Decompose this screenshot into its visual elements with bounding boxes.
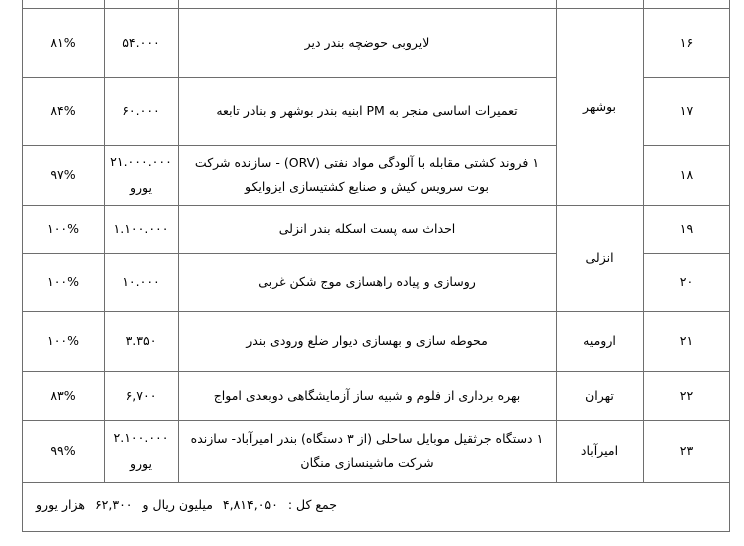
- project-amount-cell: [104, 145, 178, 205]
- row-divider: [22, 482, 730, 483]
- project-amount: ۱.۱۰۰.۰۰۰: [113, 221, 169, 236]
- progress-percent: ۱۰۰%: [46, 274, 80, 289]
- project-description: بهره برداری از فلوم و شبیه ساز آزمایشگاهی دوبعدی امواج: [213, 387, 521, 403]
- total-euro-unit: هزار یورو: [36, 497, 85, 512]
- total-euro-value: ۶۲,۳۰۰: [94, 497, 133, 512]
- row-number: ۲۱: [679, 333, 694, 348]
- project-amount: ۳.۳۵۰: [125, 333, 157, 348]
- row-number: ۱۹: [679, 221, 694, 236]
- total-summary: [30, 497, 732, 512]
- row-number: ۲۳: [679, 443, 694, 458]
- project-description: احداث سه پست اسکله بندر انزلی: [278, 221, 456, 236]
- progress-percent: ۹۷%: [50, 167, 76, 182]
- region-anzali: انزلی: [585, 250, 614, 265]
- project-description: ۱ فروند کشتی مقابله با آلودگی مواد نفتی (ORV) - سازنده شرکت بوت سرویس کیش و صنایع کشتیسازی ایزوایکو: [194, 155, 540, 194]
- project-amount: ۲۱.۰۰۰.۰۰۰: [110, 154, 172, 169]
- project-amount: ۲.۱۰۰.۰۰۰: [113, 430, 169, 445]
- project-description: تعمیرات اساسی منجر به PM ابنیه بندر بوشهر و بنادر تابعه: [216, 103, 518, 118]
- progress-percent: ۱۰۰%: [46, 221, 80, 236]
- project-amount: ۶,۷۰۰: [125, 387, 157, 403]
- progress-percent: ۸۴%: [50, 103, 76, 118]
- project-amount: ۶۰.۰۰۰: [122, 103, 160, 118]
- region-name: ارومیه: [583, 333, 616, 348]
- region-bushehr: بوشهر: [582, 98, 617, 114]
- amount-currency: یورو: [129, 180, 152, 195]
- region-name: امیرآباد: [580, 443, 619, 458]
- row-number: ۱۸: [679, 167, 694, 182]
- table-border-bottom: [22, 531, 730, 532]
- region-name: تهران: [585, 387, 614, 403]
- total-label: جمع کل :: [287, 497, 338, 512]
- progress-percent: ۱۰۰%: [46, 333, 80, 348]
- amount-currency: یورو: [129, 456, 152, 471]
- project-description: محوطه سازی و بهسازی دیوار ضلع ورودی بندر: [246, 333, 488, 348]
- row-number: ۲۰: [679, 274, 694, 289]
- total-rial-value: ۴,۸۱۴,۰۵۰: [222, 497, 278, 512]
- project-amount: ۱۰.۰۰۰: [122, 274, 160, 289]
- project-amount-cell: [104, 420, 178, 482]
- row-number: ۱۷: [679, 103, 694, 118]
- total-rial-unit: میلیون ریال و: [142, 497, 213, 512]
- project-description: لایروبی حوضچه بندر دیر: [304, 34, 430, 50]
- row-number: ۱۶: [679, 34, 694, 50]
- project-description: ۱ دستگاه جرثقیل موبایل ساحلی (از ۳ دستگاه) بندر امیرآباد- سازنده شرکت ماشینسازی منگان: [190, 431, 544, 470]
- progress-percent: ۹۹%: [50, 443, 76, 458]
- progress-percent: ۸۱%: [50, 34, 76, 50]
- project-amount: ۵۴.۰۰۰: [122, 34, 160, 50]
- progress-percent: ۸۳%: [50, 387, 76, 403]
- project-description: روسازی و پیاده راهسازی موج شکن غربی: [258, 274, 476, 289]
- row-number: ۲۲: [679, 387, 694, 403]
